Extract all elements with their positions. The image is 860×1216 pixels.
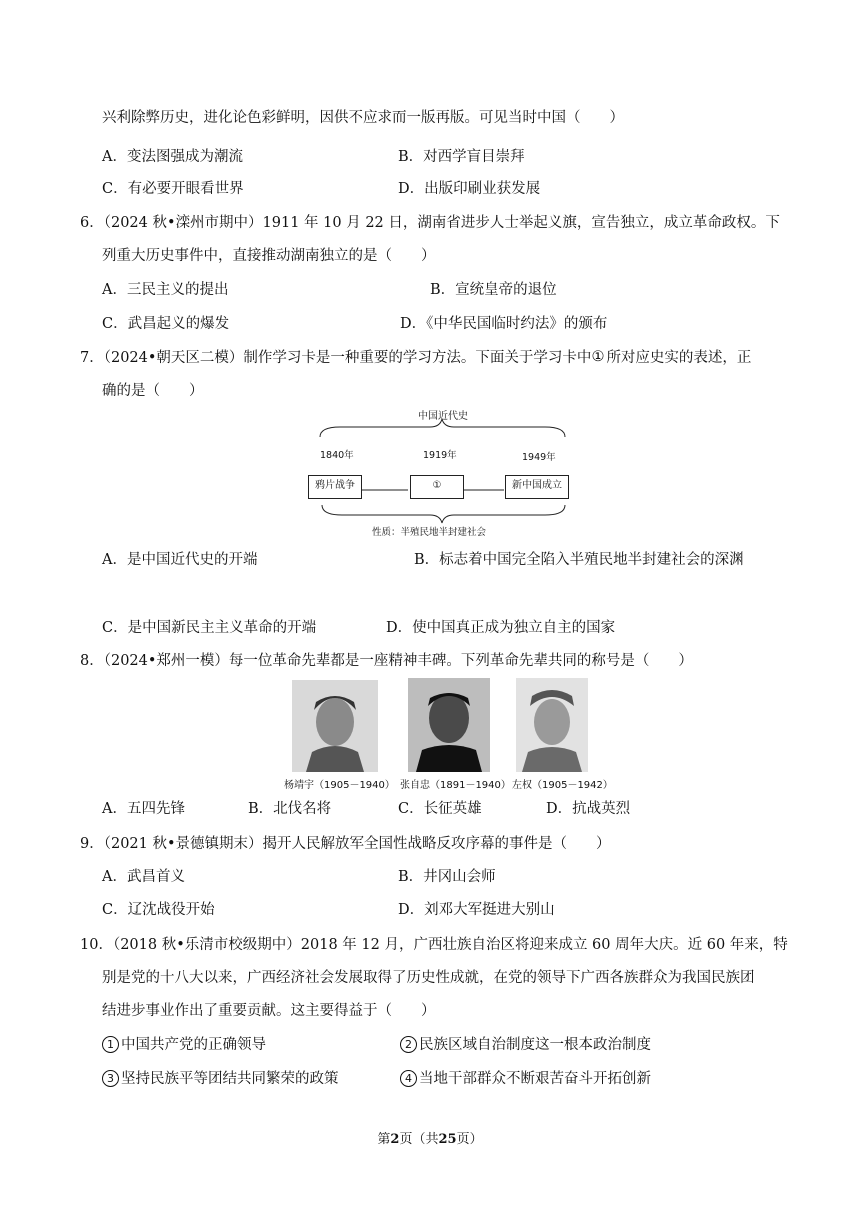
q7-option-b[interactable]: B．标志着中国完全陷入半殖民地半封建社会的深渊 (414, 552, 744, 568)
portrait-zhang-zizhong-image (408, 678, 490, 772)
caption-zhang-zizhong: 张自忠（1891－1940） (400, 780, 511, 791)
circled-number-4: 4 (400, 1070, 417, 1087)
q9-option-a[interactable]: A．武昌首义 (102, 869, 185, 885)
q7-stem-line1 (80, 348, 751, 368)
q5-option-a[interactable]: A．变法图强成为潮流 (102, 149, 243, 165)
q8-option-c[interactable]: C．长征英雄 (398, 801, 482, 817)
page-footer (0, 1128, 860, 1147)
q10-item-4 (400, 1069, 651, 1089)
q7-marker-circled-1: ① (591, 349, 605, 365)
footer-suffix: 页） (456, 1132, 483, 1147)
portrait-zuo-quan-image (516, 678, 588, 772)
q8-option-a[interactable]: A．五四先锋 (102, 801, 185, 817)
q9-option-c[interactable]: C．辽沈战役开始 (102, 902, 215, 918)
q7-option-d[interactable]: D．使中国真正成为独立自主的国家 (386, 620, 616, 636)
q6-option-a[interactable]: A．三民主义的提出 (102, 282, 229, 298)
q5-option-b[interactable]: B．对西学盲目崇拜 (398, 149, 525, 165)
q7-stem-part1: 7．（2024•朝天区二模）制作学习卡是一种重要的学习方法。下面关于学习卡中 (80, 350, 592, 366)
q10-item-2 (400, 1035, 651, 1055)
q10-item-2-text: 民族区域自治制度这一根本政治制度 (419, 1037, 651, 1053)
q10-stem-line2: 别是党的十八大以来，广西经济社会发展取得了历史性成就，在党的领导下广西各族群众为我国民族团 (102, 970, 755, 986)
q9-option-b[interactable]: B．井冈山会师 (398, 869, 496, 885)
footer-page-number: 2 (390, 1132, 400, 1147)
q6-option-c[interactable]: C．武昌起义的爆发 (102, 316, 230, 332)
q5-option-c[interactable]: C．有必要开眼看世界 (102, 181, 244, 197)
caption-zuo-quan: 左权（1905－1942） (512, 780, 613, 791)
q5-option-d[interactable]: D．出版印刷业获发展 (398, 181, 541, 197)
portrait-photo-zhang-zizhong (408, 678, 490, 772)
q9-option-d[interactable]: D．刘邓大军挺进大别山 (398, 902, 555, 918)
q8-stem-line1: 8．（2024•郑州一模）每一位革命先辈都是一座精神丰碑。下列革命先辈共同的称号是（ ） (80, 653, 693, 669)
circled-number-3: 3 (102, 1070, 119, 1087)
study-card-figure (300, 405, 585, 545)
q5-stem-tail: 兴利除弊历史，进化论色彩鲜明，因供不应求而一版再版。可见当时中国（ ） (102, 110, 624, 126)
q6-stem-line2: 列重大历史事件中，直接推动湖南独立的是（ ） (102, 248, 436, 264)
q10-item-3 (102, 1069, 339, 1089)
study-card-note: 性质：半殖民地半封建社会 (372, 527, 487, 538)
caption-yang-jingyu: 杨靖宇（1905－1940） (284, 780, 395, 791)
q7-stem-line2: 确的是（ ） (102, 383, 204, 399)
footer-prefix: 第 (377, 1132, 391, 1147)
study-card-title: 中国近代史 (418, 411, 468, 422)
portrait-photo-yang-jingyu (292, 680, 378, 772)
q10-item-3-text: 坚持民族平等团结共同繁荣的政策 (121, 1071, 339, 1087)
q6-option-b[interactable]: B．宣统皇帝的退位 (430, 282, 557, 298)
year-label-1840: 1840年 (320, 450, 354, 461)
q6-option-d[interactable]: D．《中华民国临时约法》的颁布 (400, 316, 608, 332)
circled-number-1: 1 (102, 1036, 119, 1053)
q10-stem-line3: 结进步事业作出了重要贡献。这主要得益于（ ） (102, 1003, 436, 1019)
footer-total-pages: 25 (438, 1132, 457, 1147)
q10-item-1 (102, 1035, 266, 1055)
year-label-1919: 1919年 (423, 450, 457, 461)
box-marker-1: ① (410, 475, 464, 499)
q10-item-4-text: 当地干部群众不断艰苦奋斗开拓创新 (419, 1071, 651, 1087)
q9-stem-line1: 9．（2021 秋•景德镇期末）揭开人民解放军全国性战略反攻序幕的事件是（ ） (80, 836, 611, 852)
portrait-yang-jingyu-image (292, 680, 378, 772)
q10-stem-line1: 10．（2018 秋•乐清市校级期中）2018 年 12 月，广西壮族自治区将迎来成立 60 周年大庆。近 60 年来，特 (80, 937, 788, 953)
q10-item-1-text: 中国共产党的正确领导 (121, 1037, 266, 1053)
q7-stem-part2: 所对应史实的表述，正 (606, 350, 752, 366)
footer-middle: 页（共 (399, 1132, 439, 1147)
year-label-1949: 1949年 (522, 452, 556, 463)
portrait-photo-zuo-quan (516, 678, 588, 772)
box-opium-war: 鸦片战争 (308, 475, 362, 499)
q8-option-d[interactable]: D．抗战英烈 (546, 801, 631, 817)
q7-option-a[interactable]: A．是中国近代史的开端 (102, 552, 258, 568)
q6-stem-line1: 6．（2024 秋•滦州市期中）1911 年 10 月 22 日，湖南省进步人士举起义旗，宣告独立，成立革命政权。下 (80, 215, 780, 231)
box-new-china: 新中国成立 (505, 475, 569, 499)
circled-number-2: 2 (400, 1036, 417, 1053)
q8-option-b[interactable]: B．北伐名将 (248, 801, 332, 817)
q7-option-c[interactable]: C．是中国新民主主义革命的开端 (102, 620, 317, 636)
